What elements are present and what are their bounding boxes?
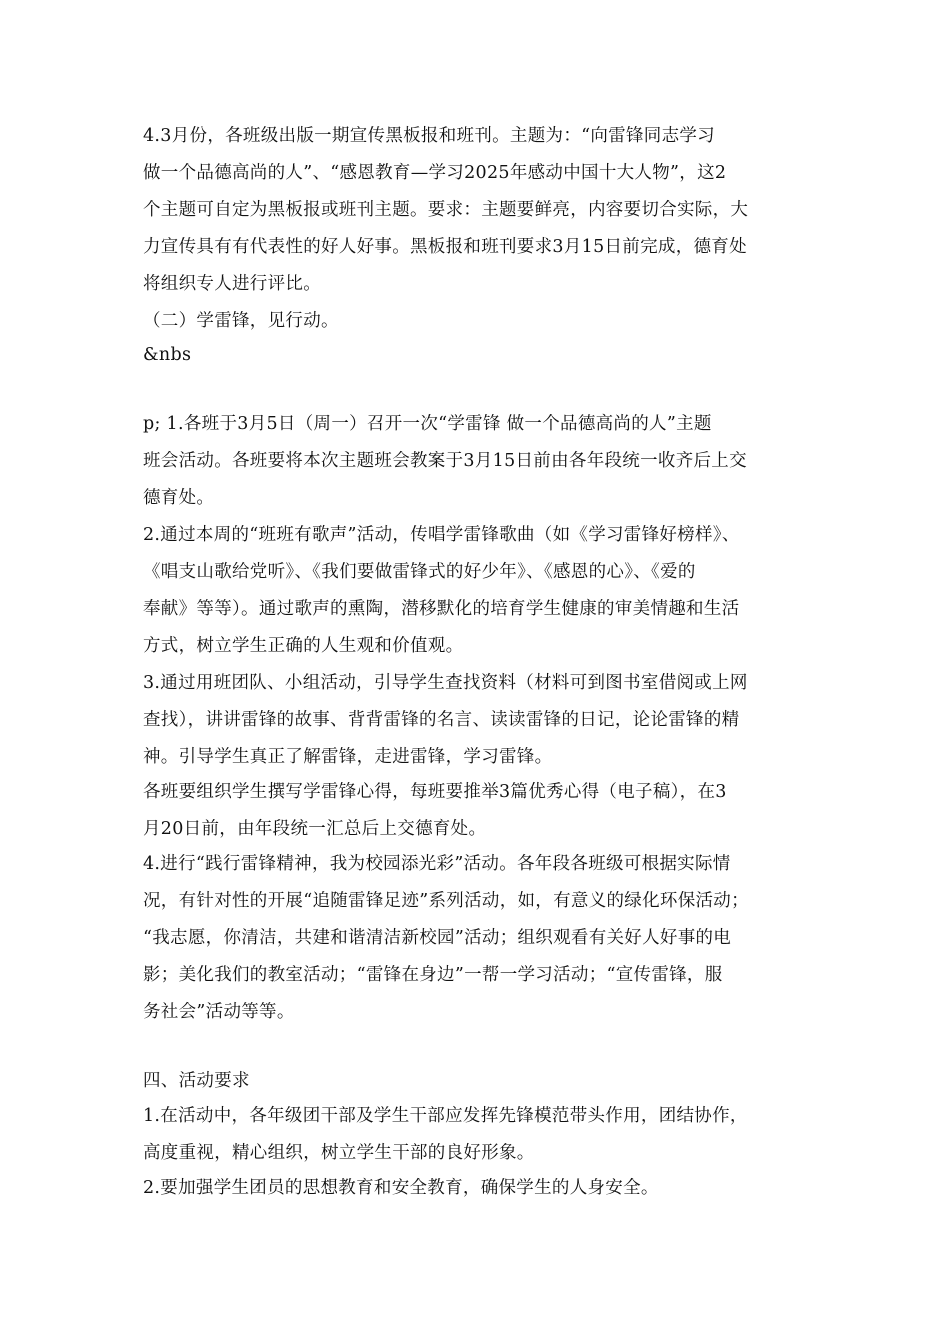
text-line: 各班要组织学生撰写学雷锋心得，每班要推举3篇优秀心得（电子稿），在3 (143, 782, 727, 802)
text-line: 《唱支山歌给党听》、《我们要做雷锋式的好少年》、《感恩的心》、《爱的 (143, 562, 696, 582)
text-line: “我志愿，你清洁，共建和谐清洁新校园”活动；组织观看有关好人好事的电 (143, 928, 732, 948)
text-line: 2.要加强学生团员的思想教育和安全教育，确保学生的人身安全。 (143, 1178, 659, 1198)
section-heading: 四、活动要求 (143, 1071, 250, 1091)
text-line: 将组织专人进行评比。 (143, 274, 321, 294)
section-heading: （二）学雷锋，见行动。 (143, 311, 339, 331)
text-line: 神。引导学生真正了解雷锋，走进雷锋，学习雷锋。 (143, 747, 553, 767)
text-line: 况，有针对性的开展“追随雷锋足迹”系列活动，如，有意义的绿化环保活动； (143, 891, 749, 911)
text-line: 影；美化我们的教室活动；“雷锋在身边”一帮一学习活动；“宣传雷锋，服 (143, 965, 723, 985)
text-line: 奉献》等等）。通过歌声的熏陶，潜移默化的培育学生健康的审美情趣和生活 (143, 599, 740, 619)
text-line: 班会活动。各班要将本次主题班会教案于3月15日前由各年段统一收齐后上交 (143, 451, 747, 471)
text-line: p; 1.各班于3月5日（周一）召开一次“学雷锋 做一个品德高尚的人”主题 (143, 414, 712, 434)
text-line: 务社会”活动等等。 (143, 1002, 295, 1022)
text-line: 3.通过用班团队、小组活动，引导学生查找资料（材料可到图书室借阅或上网 (143, 673, 748, 693)
text-line: 做一个品德高尚的人”、“感恩教育—学习2025年感动中国十大人物”，这2 (143, 163, 727, 183)
text-line: 高度重视，精心组织，树立学生干部的良好形象。 (143, 1143, 535, 1163)
text-line: &nbs (143, 345, 192, 365)
text-line: 德育处。 (143, 488, 215, 508)
text-line: 4.3月份，各班级出版一期宣传黑板报和班刊。主题为：“向雷锋同志学习 (143, 126, 715, 146)
text-line: 4.进行“践行雷锋精神，我为校园添光彩”活动。各年段各班级可根据实际情 (143, 854, 731, 874)
text-line: 月20日前，由年段统一汇总后上交德育处。 (143, 819, 487, 839)
text-line: 2.通过本周的“班班有歌声”活动，传唱学雷锋歌曲（如《学习雷锋好榜样》、 (143, 525, 740, 545)
text-line: 查找），讲讲雷锋的故事、背背雷锋的名言、读读雷锋的日记，论论雷锋的精 (143, 710, 740, 730)
text-line: 力宣传具有有代表性的好人好事。黑板报和班刊要求3月15日前完成，德育处 (143, 237, 747, 257)
text-line: 方式，树立学生正确的人生观和价值观。 (143, 636, 464, 656)
text-line: 1.在活动中，各年级团干部及学生干部应发挥先锋模范带头作用，团结协作， (143, 1106, 748, 1126)
text-line: 个主题可自定为黑板报或班刊主题。要求：主题要鲜亮，内容要切合实际，大 (143, 200, 749, 220)
